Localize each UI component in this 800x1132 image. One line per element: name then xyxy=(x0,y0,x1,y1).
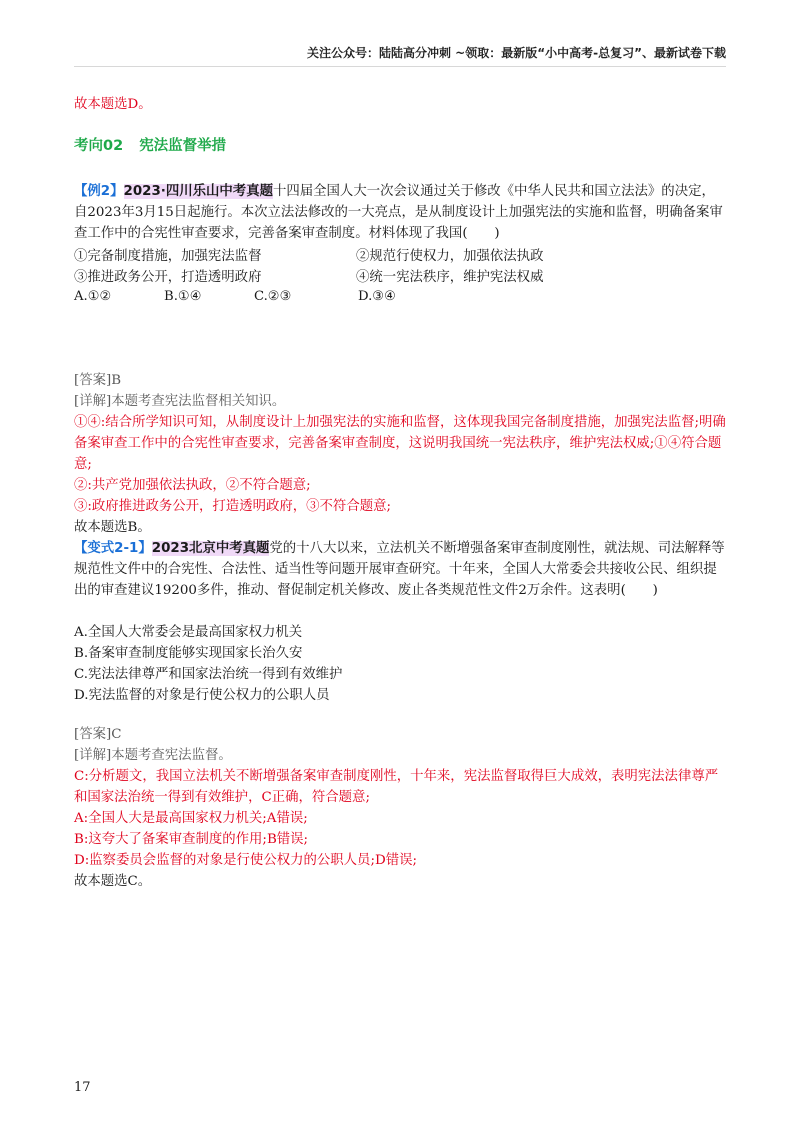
header-divider xyxy=(74,66,726,67)
example-analysis-2: ②:共产党加强依法执政，②不符合题意; xyxy=(74,478,311,493)
example-tag: 【例2】 xyxy=(74,184,124,199)
variant-choice-c: C.宪法法律尊严和国家法治统一得到有效维护 xyxy=(74,667,343,682)
example-analysis-1: ①④:结合所学知识可知，从制度设计上加强宪法的实施和监督，这体现我国完备制度措施，加强宪法监督;明确备案审查工作中的合宪性审查要求，完善备案审查制度，这说明我国统一宪法秩序，维护宪法权威;①④符合题意; xyxy=(74,415,726,472)
example-items-row-2 xyxy=(74,267,726,288)
variant-answer: [答案]C xyxy=(74,727,122,742)
example-stem: 十四届全国人大一次会议通过关于修改《中华人民共和国立法法》的决定，自2023年3月15日起施行。本次立法法修改的一大亮点，是从制度设计上加强宪法的实施和监督，明确备案审查工作中的合宪性审查要求，完善备案审查制度。材料体现了我国( ) xyxy=(74,184,723,241)
example-question xyxy=(74,181,726,244)
example-item-3: ③推进政务公开，打造透明政府 xyxy=(74,270,262,285)
variant-detail: [详解]本题考查宪法监督。 xyxy=(74,748,232,763)
variant-tag: 【变式2-1】 xyxy=(74,541,152,556)
example-answer: [答案]B xyxy=(74,373,122,388)
page-number: 17 xyxy=(74,1080,91,1095)
example-item-1: ①完备制度措施，加强宪法监督 xyxy=(74,249,262,264)
variant-source: 2023北京中考真题 xyxy=(151,541,270,556)
example-conclusion: 故本题选B。 xyxy=(74,520,151,535)
variant-choice-d: D.宪法监督的对象是行使公权力的公职人员 xyxy=(74,688,330,703)
example-source: 2023·四川乐山中考真题 xyxy=(123,184,273,199)
section-name: 宪法监督举措 xyxy=(139,138,227,154)
section-title xyxy=(74,134,226,155)
intro-conclusion: 故本题选D。 xyxy=(74,97,152,112)
example-analysis-3: ③:政府推进政务公开，打造透明政府，③不符合题意; xyxy=(74,499,392,514)
page-header: 关注公众号：陆陆高分冲刺 ~领取：最新版“小中高考-总复习”、最新试卷下载 xyxy=(307,46,726,60)
example-choice-d: D.③④ xyxy=(358,289,396,304)
example-choice-b: B.①④ xyxy=(164,289,202,304)
example-item-2: ②规范行使权力，加强依法执政 xyxy=(356,249,544,264)
variant-analysis-d: D:监察委员会监督的对象是行使公权力的公职人员;D错误; xyxy=(74,853,417,868)
example-choice-a: A.①② xyxy=(74,289,112,304)
variant-choice-a: A.全国人大常委会是最高国家权力机关 xyxy=(74,625,303,640)
example-items-row-1 xyxy=(74,246,726,267)
variant-stem: 党的十八大以来，立法机关不断增强备案审查制度刚性，就法规、司法解释等规范性文件中的合宪性、合法性、适当性等问题开展审查研究。十年来，全国人大常委会共接收公民、组织提出的审查建议19200多件，推动、督促制定机关修改、废止各类规范性文件2万余件。这表明( ) xyxy=(74,541,725,598)
variant-choice-b: B.备案审查制度能够实现国家长治久安 xyxy=(74,646,303,661)
section-number: 考向02 xyxy=(74,138,124,154)
variant-question xyxy=(74,538,726,601)
example-detail: [详解]本题考查宪法监督相关知识。 xyxy=(74,394,286,409)
example-item-4: ④统一宪法秩序，维护宪法权威 xyxy=(356,270,544,285)
variant-conclusion: 故本题选C。 xyxy=(74,874,152,889)
variant-analysis-c: C:分析题文，我国立法机关不断增强备案审查制度刚性，十年来，宪法监督取得巨大成效，表明宪法法律尊严和国家法治统一得到有效维护，C正确，符合题意; xyxy=(74,769,719,805)
example-choice-c: C.②③ xyxy=(254,289,292,304)
variant-analysis-b: B:这夸大了备案审查制度的作用;B错误; xyxy=(74,832,309,847)
variant-analysis-a: A:全国人大是最高国家权力机关;A错误; xyxy=(74,811,308,826)
